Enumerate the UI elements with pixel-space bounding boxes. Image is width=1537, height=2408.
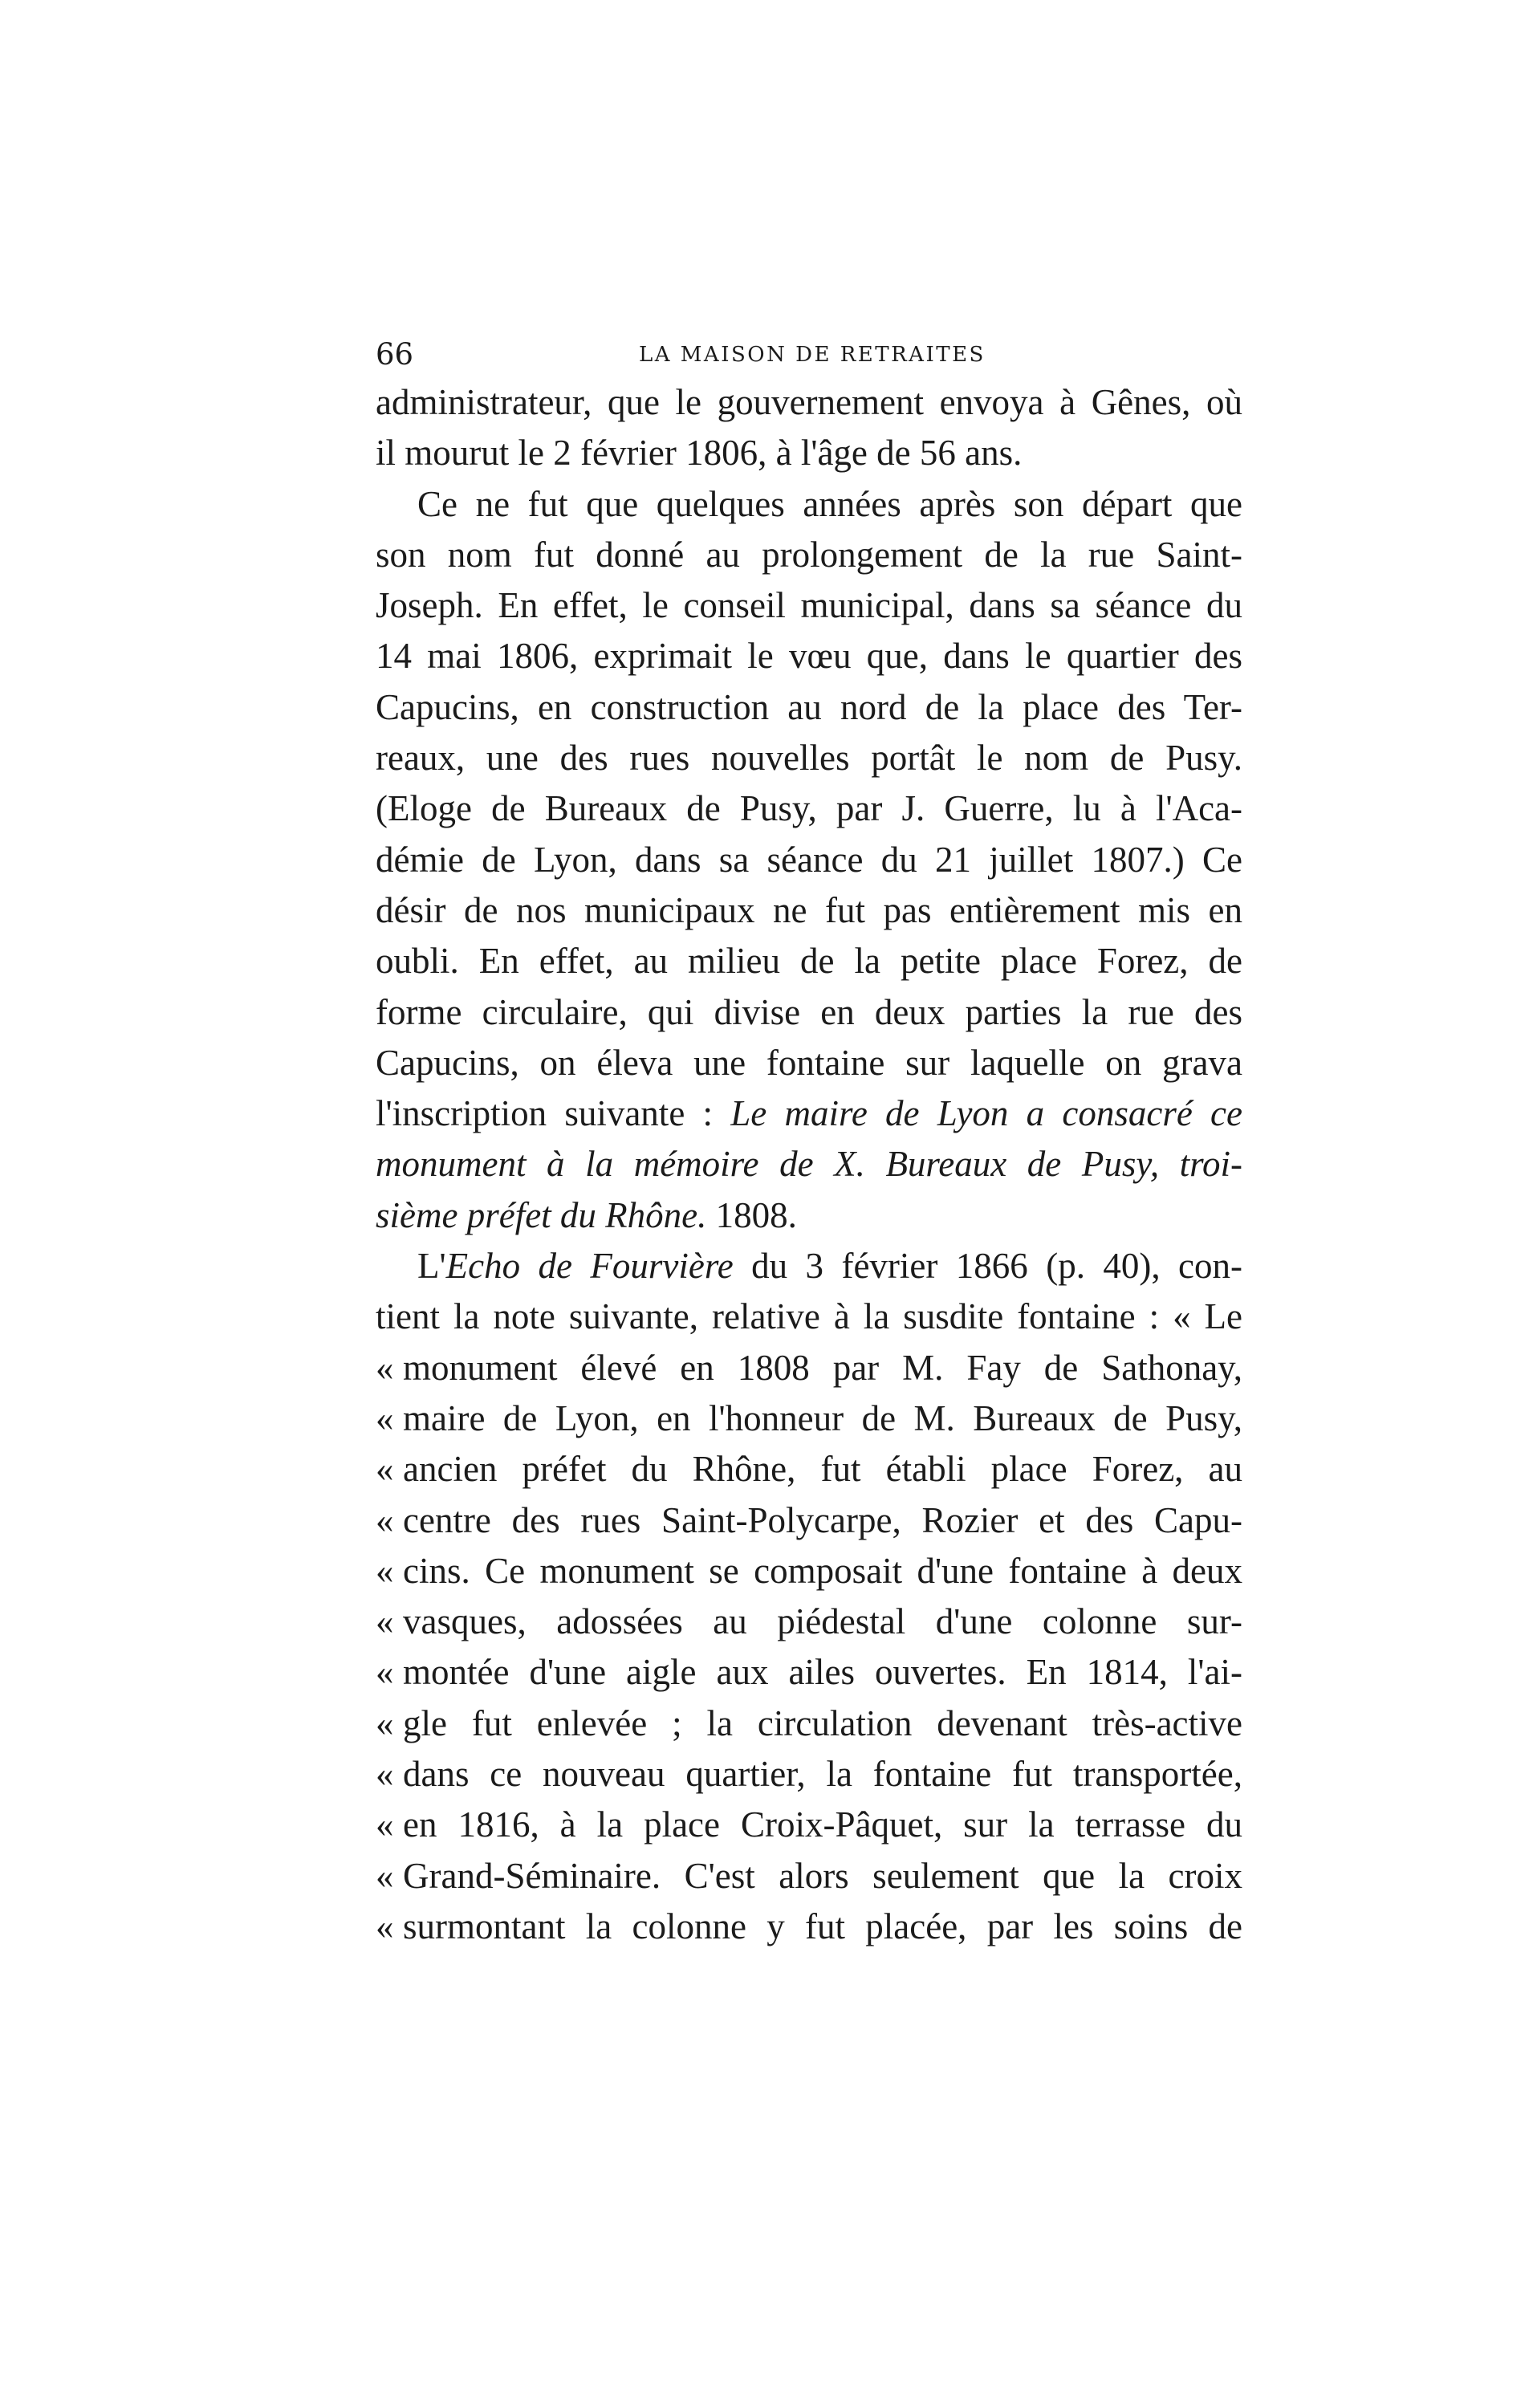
quote-line <box>376 1647 1242 1698</box>
quote-text: gle fut enlevée ; la circulation devenant très-active <box>403 1702 1242 1743</box>
quote-text: cins. Ce monument se composait d'une fontaine à deux <box>403 1550 1242 1591</box>
text-line: Joseph. En effet, le conseil municipal, dans sa séance du <box>376 585 1242 626</box>
quote-text: centre des rues Saint-Polycarpe, Rozier et des Capu- <box>403 1499 1242 1540</box>
guillemet: « <box>376 1601 394 1642</box>
quote-text: maire de Lyon, en l'honneur de M. Bureaux de Pusy, <box>403 1397 1242 1438</box>
text-line: tient la note suivante, relative à la susdite fontaine : « Le <box>376 1296 1242 1337</box>
guillemet: « <box>376 1499 394 1540</box>
quote-line <box>376 1546 1242 1597</box>
echo-line-1 <box>376 1241 1242 1291</box>
text-line: forme circulaire, qui divise en deux parties la rue des <box>376 991 1242 1032</box>
guillemet: « <box>376 1702 394 1743</box>
journal-title: Echo de Fourvière <box>445 1246 734 1287</box>
page-header <box>376 331 1242 379</box>
echo-suffix: du 3 février 1866 (p. 40), con- <box>733 1246 1242 1287</box>
guillemet: « <box>376 1347 394 1388</box>
inscription-line-2 <box>376 1139 1242 1190</box>
quote-line <box>376 1393 1242 1444</box>
quote-text: surmontant la colonne y fut placée, par les soins de <box>403 1906 1242 1946</box>
inscription-line-3 <box>376 1190 1242 1241</box>
inscription-text: Le maire de Lyon a consacré ce <box>730 1093 1242 1134</box>
quote-line <box>376 1495 1242 1546</box>
quote-line <box>376 1343 1242 1393</box>
text-line: son nom fut donné au prolongement de la rue Saint- <box>376 534 1242 575</box>
guillemet: « <box>376 1804 394 1845</box>
quote-line <box>376 1902 1242 1952</box>
text-line: oubli. En effet, au milieu de la petite place Forez, de <box>376 941 1242 982</box>
quote-text: vasques, adossées au piédestal d'une colonne sur- <box>403 1601 1242 1642</box>
text-line: 14 mai 1806, exprimait le vœu que, dans le quartier des <box>376 636 1242 677</box>
inscription-text: monument à la mémoire de X. Bureaux de Pusy, troi- <box>376 1144 1242 1185</box>
quote-line <box>376 1597 1242 1647</box>
inscription-year: 1808. <box>706 1194 797 1235</box>
quote-text: monument élevé en 1808 par M. Fay de Sathonay, <box>403 1347 1242 1388</box>
text-line: administrateur, que le gouvernement envoya à Gênes, où <box>376 382 1242 422</box>
guillemet: « <box>376 1652 394 1693</box>
quote-line <box>376 1851 1242 1902</box>
page-number: 66 <box>376 337 414 372</box>
quote-line <box>376 1800 1242 1850</box>
text-line: Capucins, on éleva une fontaine sur laquelle on grava <box>376 1042 1242 1083</box>
quote-line <box>376 1444 1242 1495</box>
guillemet: « <box>376 1550 394 1591</box>
guillemet: « <box>376 1449 394 1490</box>
quote-text: Grand-Séminaire. C'est alors seulement que la croix <box>403 1855 1242 1896</box>
guillemet: « <box>376 1855 394 1896</box>
quote-text: en 1816, à la place Croix-Pâquet, sur la terrasse du <box>403 1804 1242 1845</box>
text-line: Ce ne fut que quelques années après son départ que <box>417 483 1242 524</box>
inscription-prefix: l'inscription suivante : <box>376 1093 731 1134</box>
text-line: Capucins, en construction au nord de la place des Ter- <box>376 686 1242 727</box>
body-text <box>376 377 1242 1952</box>
quote-line <box>376 1749 1242 1800</box>
quote-text: dans ce nouveau quartier, la fontaine fut transportée, <box>403 1754 1242 1795</box>
text-line: reaux, une des rues nouvelles portât le nom de Pusy. <box>376 738 1242 779</box>
guillemet: « <box>376 1906 394 1946</box>
running-title: LA MAISON DE RETRAITES <box>639 343 986 367</box>
text-line: démie de Lyon, dans sa séance du 21 juillet 1807.) Ce <box>376 839 1242 880</box>
guillemet: « <box>376 1754 394 1795</box>
inscription-text: sième préfet du Rhône. <box>376 1194 707 1235</box>
quote-line <box>376 1698 1242 1749</box>
guillemet: « <box>376 1397 394 1438</box>
text-line: (Eloge de Bureaux de Pusy, par J. Guerre, lu à l'Aca- <box>376 788 1242 829</box>
inscription-line-1 <box>376 1088 1242 1139</box>
echo-prefix: L' <box>417 1246 446 1287</box>
quote-text: ancien préfet du Rhône, fut établi place Forez, au <box>403 1449 1242 1490</box>
text-line: désir de nos municipaux ne fut pas entièrement mis en <box>376 889 1242 930</box>
text-line: il mourut le 2 février 1806, à l'âge de 56 ans. <box>376 433 1023 474</box>
quote-text: montée d'une aigle aux ailes ouvertes. En 1814, l'ai- <box>403 1652 1242 1693</box>
